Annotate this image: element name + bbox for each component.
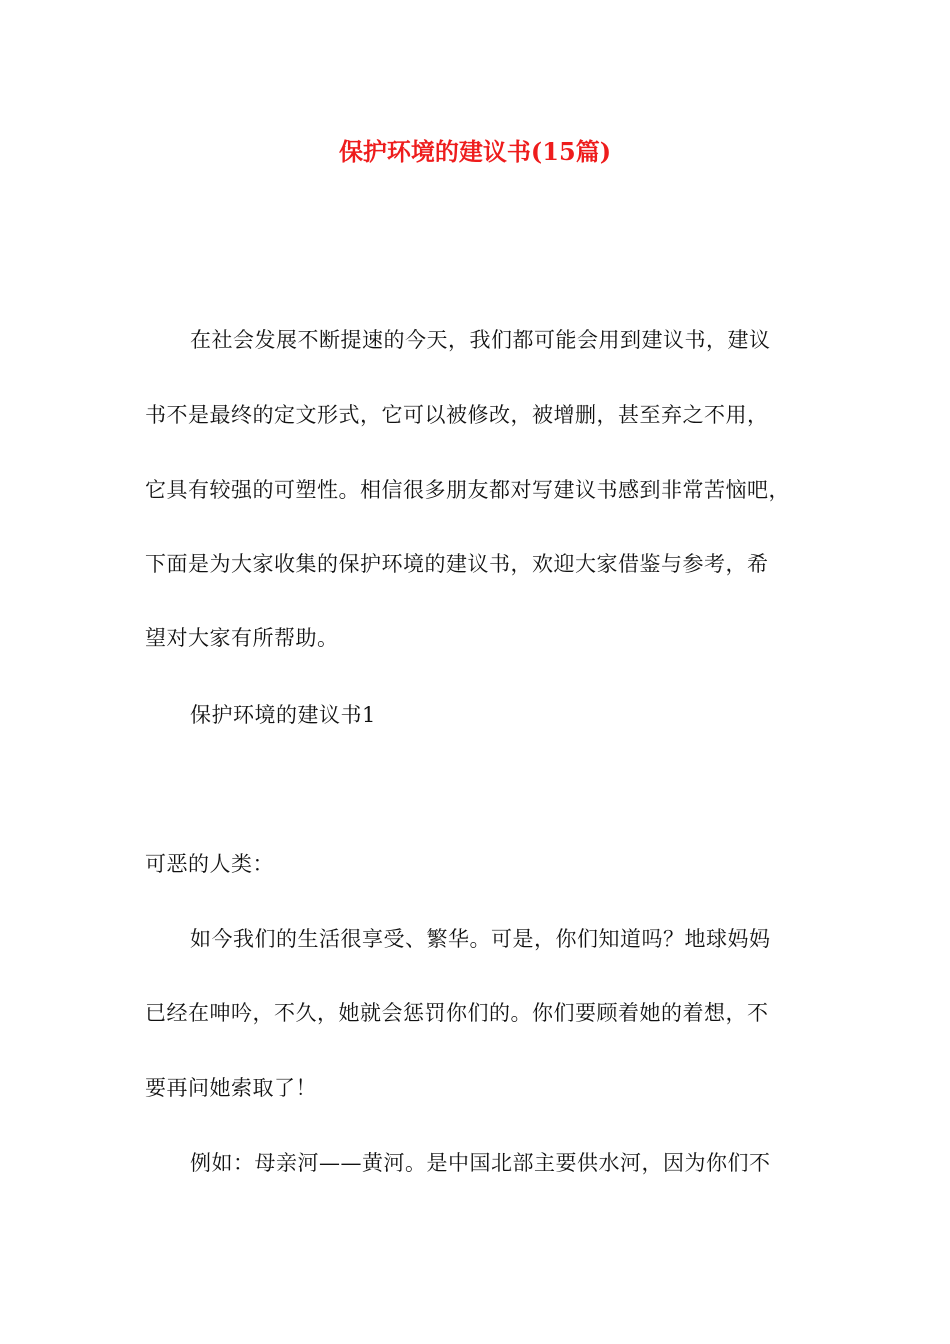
intro-line-1: 在社会发展不断提速的今天，我们都可能会用到建议书，建议 [190,328,771,352]
intro-line-2: 书不是最终的定文形式，它可以被修改，被增删，甚至弃之不用， [145,403,769,427]
paragraph1-line-2: 已经在呻吟，不久，她就会惩罚你们的。你们要顾着她的着想，不 [145,1001,769,1025]
paragraph2-line-1: 例如：母亲河——黄河。是中国北部主要供水河，因为你们不 [190,1151,771,1175]
intro-line-4: 下面是为大家收集的保护环境的建议书，欢迎大家借鉴与参考，希 [145,552,769,576]
paragraph1-line-3: 要再问她索取了！ [145,1076,317,1100]
document-title: 保护环境的建议书(15篇) [338,137,612,166]
section-heading: 保护环境的建议书1 [190,703,376,727]
intro-line-5: 望对大家有所帮助。 [145,626,339,650]
paragraph1-line-1: 如今我们的生活很享受、繁华。可是，你们知道吗？地球妈妈 [190,927,771,951]
intro-line-3: 它具有较强的可塑性。相信很多朋友都对写建议书感到非常苦恼吧， [145,478,790,502]
salutation: 可恶的人类： [145,852,274,876]
